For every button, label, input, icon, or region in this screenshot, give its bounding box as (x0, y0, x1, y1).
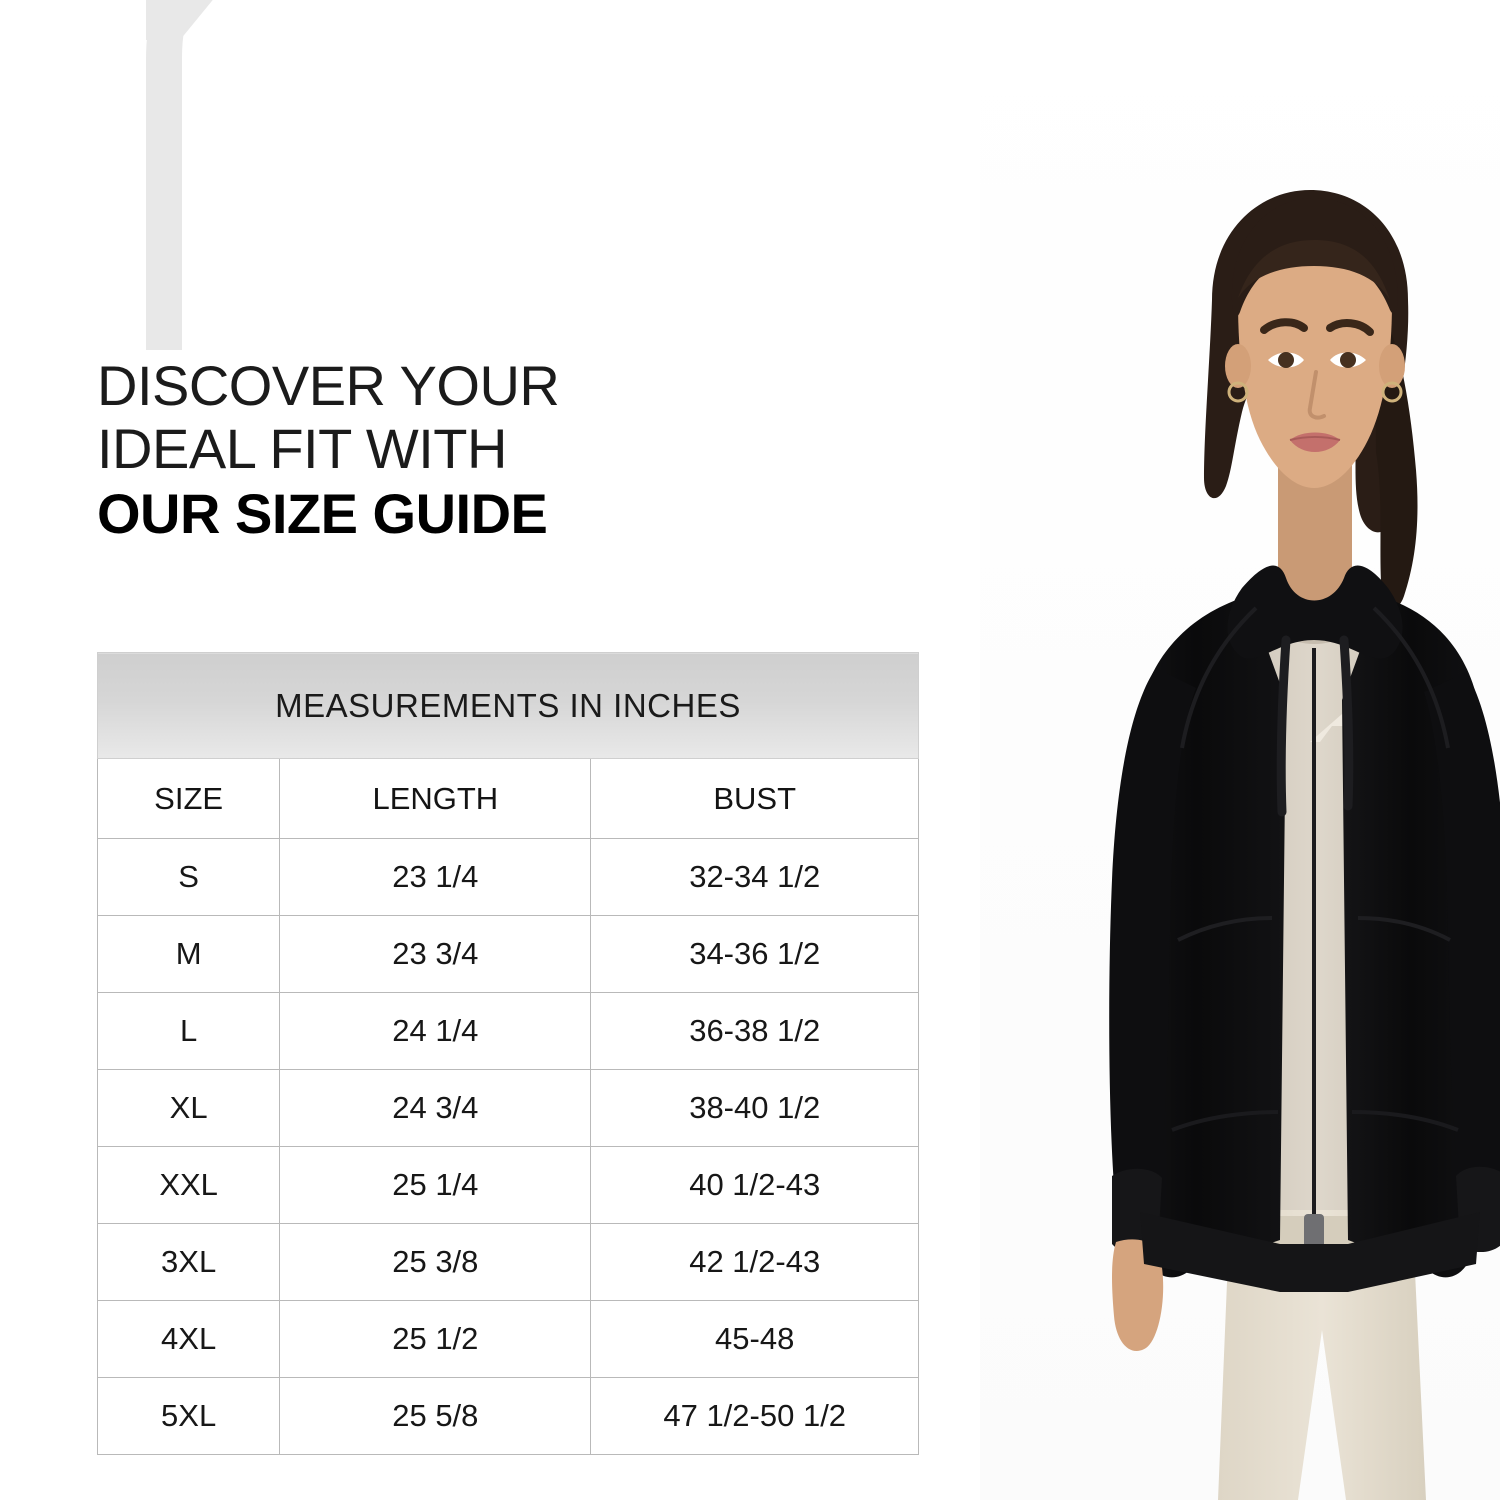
column-header-length: LENGTH (280, 759, 591, 839)
cell-bust: 36-38 1/2 (591, 993, 919, 1070)
cell-size: S (98, 839, 280, 916)
cell-size: 5XL (98, 1378, 280, 1455)
model-illustration (980, 0, 1500, 1500)
headline-line-3: OUR SIZE GUIDE (97, 482, 548, 546)
table-caption-row (98, 653, 919, 759)
cell-bust: 45-48 (591, 1301, 919, 1378)
cell-length: 25 3/8 (280, 1224, 591, 1301)
table-row (98, 1224, 919, 1301)
cell-length: 25 1/2 (280, 1301, 591, 1378)
cell-size: 4XL (98, 1301, 280, 1378)
column-header-bust: BUST (591, 759, 919, 839)
page-title (97, 355, 737, 549)
table-row (98, 1147, 919, 1224)
table-header-row (98, 759, 919, 839)
table-row (98, 1070, 919, 1147)
cell-size: L (98, 993, 280, 1070)
cell-bust: 40 1/2-43 (591, 1147, 919, 1224)
size-table (97, 652, 919, 1455)
table-row (98, 993, 919, 1070)
cell-length: 24 1/4 (280, 993, 591, 1070)
column-header-size: SIZE (98, 759, 280, 839)
table-row (98, 1378, 919, 1455)
cell-bust: 42 1/2-43 (591, 1224, 919, 1301)
headline-line-2: IDEAL FIT WITH (97, 416, 507, 480)
cell-length: 25 1/4 (280, 1147, 591, 1224)
cell-bust: 47 1/2-50 1/2 (591, 1378, 919, 1455)
table-row (98, 916, 919, 993)
table-row (98, 839, 919, 916)
cell-length: 23 3/4 (280, 916, 591, 993)
cell-size: 3XL (98, 1224, 280, 1301)
cell-length: 23 1/4 (280, 839, 591, 916)
headline-line-1: DISCOVER YOUR (97, 354, 560, 417)
cell-bust: 38-40 1/2 (591, 1070, 919, 1147)
table-caption: MEASUREMENTS IN INCHES (98, 653, 919, 759)
cell-length: 25 5/8 (280, 1378, 591, 1455)
table-row (98, 1301, 919, 1378)
cell-size: XXL (98, 1147, 280, 1224)
boldfit-swoosh-watermark (60, 0, 500, 350)
model-photo (980, 0, 1500, 1500)
cell-size: XL (98, 1070, 280, 1147)
cell-length: 24 3/4 (280, 1070, 591, 1147)
cell-bust: 34-36 1/2 (591, 916, 919, 993)
size-chart (97, 652, 919, 1455)
cell-bust: 32-34 1/2 (591, 839, 919, 916)
cell-size: M (98, 916, 280, 993)
